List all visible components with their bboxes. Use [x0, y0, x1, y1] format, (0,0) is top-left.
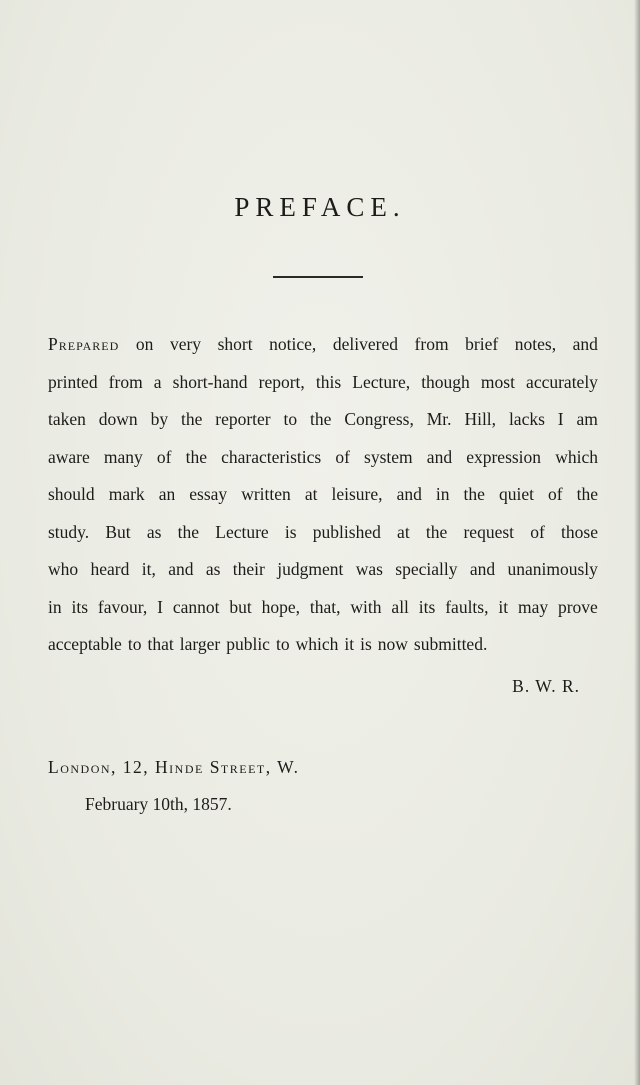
paragraph-word: But	[105, 521, 131, 542]
paragraph-word: the	[463, 484, 485, 504]
paragraph-word: Congress,	[344, 409, 414, 429]
paragraph-word: down	[98, 409, 138, 429]
paragraph-word: to	[283, 409, 298, 429]
paragraph-word: accurately	[526, 371, 598, 392]
paragraph-word: many	[103, 446, 143, 467]
paragraph-word: at	[304, 484, 318, 504]
date-line: February 10th, 1857.	[85, 794, 232, 814]
paragraph-word: to	[275, 634, 290, 654]
paragraph-word: it,	[141, 559, 156, 579]
paragraph-word: should	[48, 484, 95, 504]
paragraph-word: by	[150, 409, 169, 429]
paragraph-line	[48, 589, 598, 627]
paragraph-word: their	[232, 559, 265, 579]
paragraph-word: submitted.	[413, 634, 488, 654]
paragraph-word: Hill,	[464, 409, 497, 429]
paragraph-word: it	[498, 596, 509, 617]
paragraph-line	[48, 401, 598, 439]
paragraph-word: a	[153, 371, 162, 392]
paragraph-word: reporter	[215, 409, 271, 429]
paragraph-word: the	[425, 521, 448, 542]
paragraph-word: essay	[189, 484, 228, 504]
paragraph-word: that,	[309, 596, 341, 617]
paragraph-word: of	[530, 521, 545, 542]
paragraph-line	[48, 514, 598, 552]
paragraph-word: those	[561, 521, 598, 542]
paragraph-word: I	[157, 596, 163, 617]
paragraph-word: and	[426, 446, 453, 467]
paragraph-word: Mr.	[426, 409, 452, 429]
paragraph-word: it	[344, 634, 355, 654]
paragraph-word: in	[435, 484, 450, 504]
paragraph-word: the	[180, 409, 203, 429]
paragraph-word: from	[414, 334, 449, 354]
paragraph-word: expression	[466, 446, 542, 467]
paragraph-word: though	[421, 371, 470, 392]
paragraph-word: short-hand	[172, 371, 248, 392]
paragraph-word: larger	[179, 634, 221, 654]
paragraph-word: an	[158, 484, 176, 504]
paragraph-word: with	[350, 596, 382, 617]
paragraph-word: specially	[395, 559, 458, 579]
paragraph-word: is	[284, 521, 297, 542]
paragraph-word: acceptable	[48, 634, 122, 654]
paragraph-word: is	[360, 634, 372, 654]
paragraph-word: its	[71, 596, 89, 617]
paragraph-word: written	[241, 484, 291, 504]
paragraph-word: very	[169, 334, 202, 354]
paragraph-word: prove	[557, 596, 598, 617]
paragraph-word: the	[310, 409, 332, 429]
paragraph-word: hope,	[261, 596, 301, 617]
preface-paragraph	[48, 326, 598, 664]
paragraph-line	[48, 551, 598, 589]
paragraph-word: mark	[108, 484, 145, 504]
paragraph-word: on	[135, 334, 154, 354]
paragraph-word: favour,	[97, 596, 148, 617]
paragraph-line	[48, 626, 598, 664]
paragraph-word: as	[205, 559, 221, 579]
paragraph-word: faults,	[445, 596, 489, 617]
paragraph-word: who	[48, 559, 79, 579]
paragraph-word: the	[177, 521, 200, 542]
paragraph-word: delivered	[332, 334, 398, 354]
address-line: London, 12, Hinde Street, W.	[48, 757, 300, 777]
paragraph-word: am	[576, 409, 598, 429]
paragraph-word: was	[355, 559, 383, 579]
paragraph-word: brief	[465, 334, 499, 354]
paragraph-word: of	[547, 484, 563, 504]
paragraph-word: may	[517, 596, 549, 617]
paragraph-word: most	[480, 371, 515, 392]
paragraph-word: and	[396, 484, 422, 504]
paragraph-word: Prepared	[48, 334, 120, 354]
paragraph-word: quiet	[498, 484, 534, 504]
paragraph-word: request	[463, 521, 515, 542]
paragraph-word: as	[146, 521, 162, 542]
paragraph-word: of	[335, 446, 350, 467]
paragraph-word: now	[377, 634, 408, 654]
paragraph-word: heard	[90, 559, 130, 579]
paragraph-word: notes,	[514, 334, 557, 354]
paragraph-word: study.	[48, 521, 90, 542]
paragraph-word: published	[312, 521, 381, 542]
paragraph-word: which	[555, 446, 598, 467]
paragraph-word: to	[127, 634, 142, 654]
paragraph-word: Lecture	[215, 521, 269, 542]
paragraph-word: its	[418, 596, 436, 617]
paragraph-word: short	[217, 334, 253, 354]
heading-rule	[273, 276, 363, 278]
paragraph-word: lacks	[508, 409, 545, 429]
paragraph-word: printed	[48, 371, 98, 392]
paragraph-word: aware	[48, 446, 90, 467]
paragraph-word: and	[168, 559, 194, 579]
page-heading: PREFACE.	[234, 192, 406, 222]
paragraph-word: in	[48, 596, 62, 617]
paragraph-line	[48, 364, 598, 402]
paragraph-word: public	[226, 634, 270, 654]
paragraph-word: that	[147, 634, 174, 654]
paragraph-word: notice,	[269, 334, 317, 354]
paragraph-word: taken	[48, 409, 86, 429]
paragraph-word: of	[156, 446, 172, 467]
paragraph-word: characteristics	[221, 446, 322, 467]
paragraph-word: I	[557, 409, 564, 429]
paragraph-word: at	[397, 521, 410, 542]
paragraph-word: unanimously	[507, 559, 598, 579]
paragraph-word: and	[572, 334, 598, 354]
paragraph-word: from	[108, 371, 143, 392]
paragraph-word: cannot	[172, 596, 220, 617]
paragraph-line	[48, 326, 598, 364]
paragraph-word: and	[469, 559, 496, 579]
paragraph-word: but	[229, 596, 252, 617]
paragraph-word: the	[576, 484, 598, 504]
paragraph-word: the	[185, 446, 208, 467]
paragraph-word: Lecture,	[352, 371, 411, 392]
paragraph-word: leisure,	[331, 484, 383, 504]
paragraph-word: this	[315, 371, 342, 392]
paragraph-word: all	[391, 596, 409, 617]
author-initials: B. W. R.	[512, 676, 580, 696]
paragraph-line	[48, 476, 598, 514]
page-edge-shadow	[634, 0, 640, 1085]
paragraph-word: system	[364, 446, 413, 467]
paragraph-word: judgment	[277, 559, 344, 579]
paragraph-word: which	[295, 634, 339, 654]
paragraph-line	[48, 439, 598, 477]
paragraph-word: report,	[258, 371, 305, 392]
